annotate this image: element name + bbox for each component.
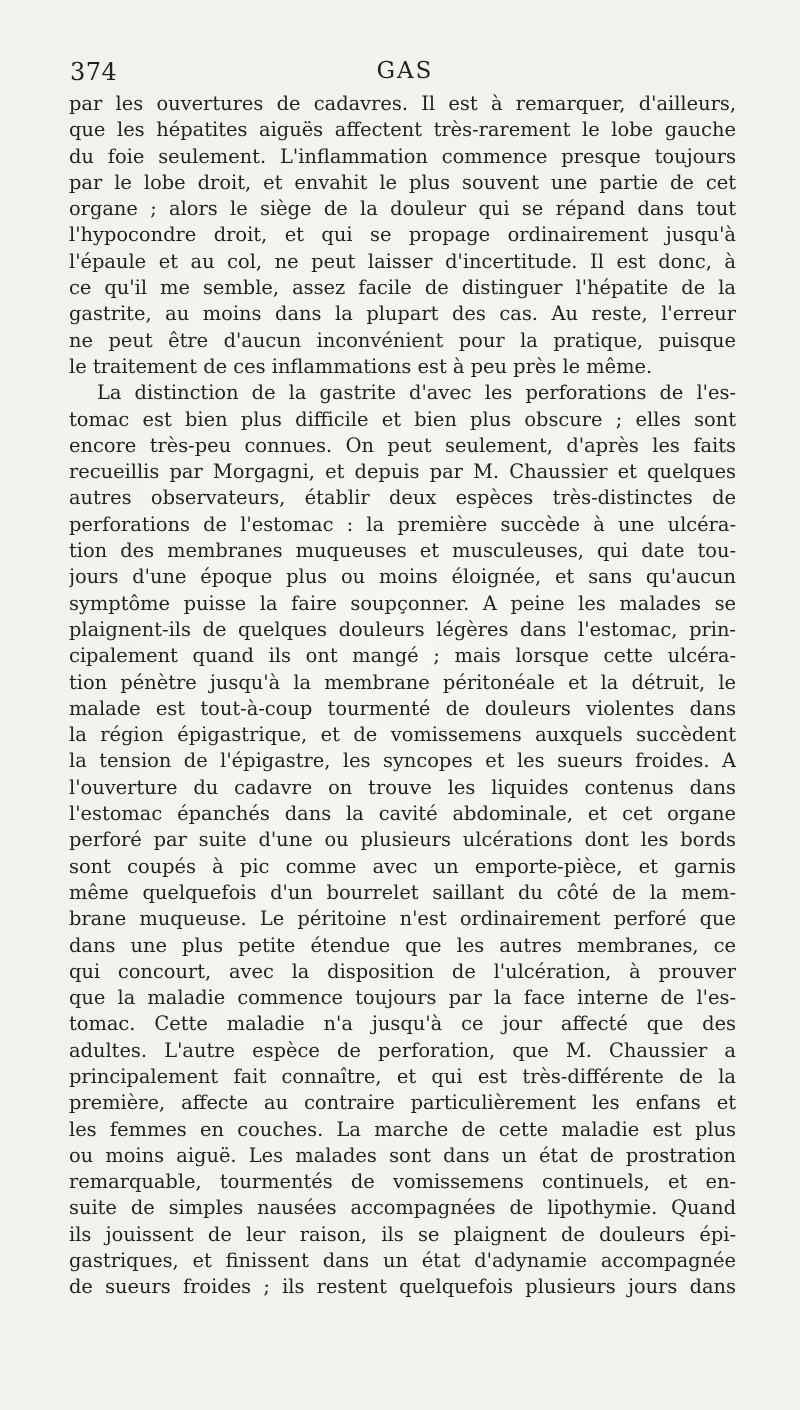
text-line: la région épigastrique, et de vomissemens auxquels succèdent — [69, 723, 736, 747]
text-line: remarquable, tourmentés de vomissemens continuels, et en- — [69, 1170, 736, 1194]
text-line: par les ouvertures de cadavres. Il est à remarquer, d'ailleurs, — [69, 92, 736, 115]
running-head: GAS — [376, 58, 434, 84]
text-line: plaignent-ils de quelques douleurs légères dans l'estomac, prin- — [69, 617, 736, 641]
text-line: cipalement quand ils ont mangé ; mais lorsque cette ulcéra- — [69, 644, 736, 668]
text-line: autres observateurs, établir deux espèces très-distinctes de — [69, 486, 736, 510]
text-line: l'estomac épanchés dans la cavité abdominale, et cet organe — [69, 802, 736, 826]
text-line: que la maladie commence toujours par la face interne de l'es- — [69, 986, 736, 1010]
text-line: ce qu'il me semble, assez facile de distinguer l'hépatite de la — [69, 276, 736, 300]
text-line: perforations de l'estomac : la première succède à une ulcéra- — [69, 512, 736, 536]
text-line: recueillis par Morgagni, et depuis par M. Chaussier et quelques — [69, 460, 736, 484]
text-line: symptôme puisse la faire soupçonner. A peine les malades se — [69, 591, 736, 615]
text-line: gastrite, au moins dans la plupart des cas. Au reste, l'erreur — [69, 302, 736, 326]
text-line: les femmes en couches. La marche de cette maladie est plus — [69, 1117, 736, 1141]
paragraph-start-line: La distinction de la gastrite d'avec les perforations de l'es- — [97, 381, 736, 405]
text-line: l'hypocondre droit, et qui se propage ordinairement jusqu'à — [69, 223, 736, 247]
text-line: l'épaule et au col, ne peut laisser d'incertitude. Il est donc, à — [69, 249, 736, 273]
text-line: par le lobe droit, et envahit le plus souvent une partie de cet — [69, 170, 736, 194]
text-line: malade est tout-à-coup tourmenté de douleurs violentes dans — [69, 696, 736, 720]
text-line: tion pénètre jusqu'à la membrane péritonéale et la détruit, le — [69, 670, 736, 694]
text-line: suite de simples nausées accompagnées de lipothymie. Quand — [69, 1196, 736, 1220]
body-text — [69, 91, 736, 1301]
text-line: tion des membranes muqueuses et musculeuses, qui date tou- — [69, 539, 736, 563]
text-line: même quelquefois d'un bourrelet saillant du côté de la mem- — [69, 880, 736, 904]
text-line: la tension de l'épigastre, les syncopes et les sueurs froides. A — [69, 749, 736, 773]
text-line: gastriques, et finissent dans un état d'adynamie accompagnée — [69, 1249, 736, 1273]
text-line: ils jouissent de leur raison, ils se plaignent de douleurs épi- — [69, 1222, 736, 1246]
text-line: tomac. Cette maladie n'a jusqu'à ce jour affecté que des — [69, 1012, 736, 1036]
text-line: brane muqueuse. Le péritoine n'est ordinairement perforé que — [69, 907, 736, 931]
text-line: première, affecte au contraire particulièrement les enfans et — [69, 1091, 736, 1115]
text-line: du foie seulement. L'inflammation commence presque toujours — [69, 144, 736, 168]
text-line: sont coupés à pic comme avec un emporte-pièce, et garnis — [69, 854, 736, 878]
text-line: jours d'une époque plus ou moins éloignée, et sans qu'aucun — [69, 565, 736, 589]
text-line: organe ; alors le siège de la douleur qui se répand dans tout — [69, 197, 736, 221]
text-line: ne peut être d'aucun inconvénient pour la pratique, puisque — [69, 328, 736, 352]
text-line: principalement fait connaître, et qui est très-différente de la — [69, 1064, 736, 1088]
text-line: qui concourt, avec la disposition de l'ulcération, à prouver — [69, 959, 736, 983]
text-line: que les hépatites aiguës affectent très-rarement le lobe gauche — [69, 118, 736, 142]
text-line: dans une plus petite étendue que les autres membranes, ce — [69, 933, 736, 957]
text-line: le traitement de ces inflammations est à peu près le même. — [69, 354, 653, 378]
page-number: 374 — [70, 58, 118, 86]
text-line: l'ouverture du cadavre on trouve les liquides contenus dans — [69, 775, 736, 799]
page-header — [70, 58, 740, 92]
text-line: ou moins aiguë. Les malades sont dans un état de prostration — [69, 1143, 736, 1167]
text-line: perforé par suite d'une ou plusieurs ulcérations dont les bords — [69, 828, 736, 852]
text-line: encore très-peu connues. On peut seulement, d'après les faits — [69, 433, 736, 457]
text-line: tomac est bien plus difficile et bien plus obscure ; elles sont — [69, 407, 736, 431]
text-line: adultes. L'autre espèce de perforation, que M. Chaussier a — [69, 1038, 736, 1062]
text-line: de sueurs froides ; ils restent quelquefois plusieurs jours dans — [69, 1275, 736, 1299]
